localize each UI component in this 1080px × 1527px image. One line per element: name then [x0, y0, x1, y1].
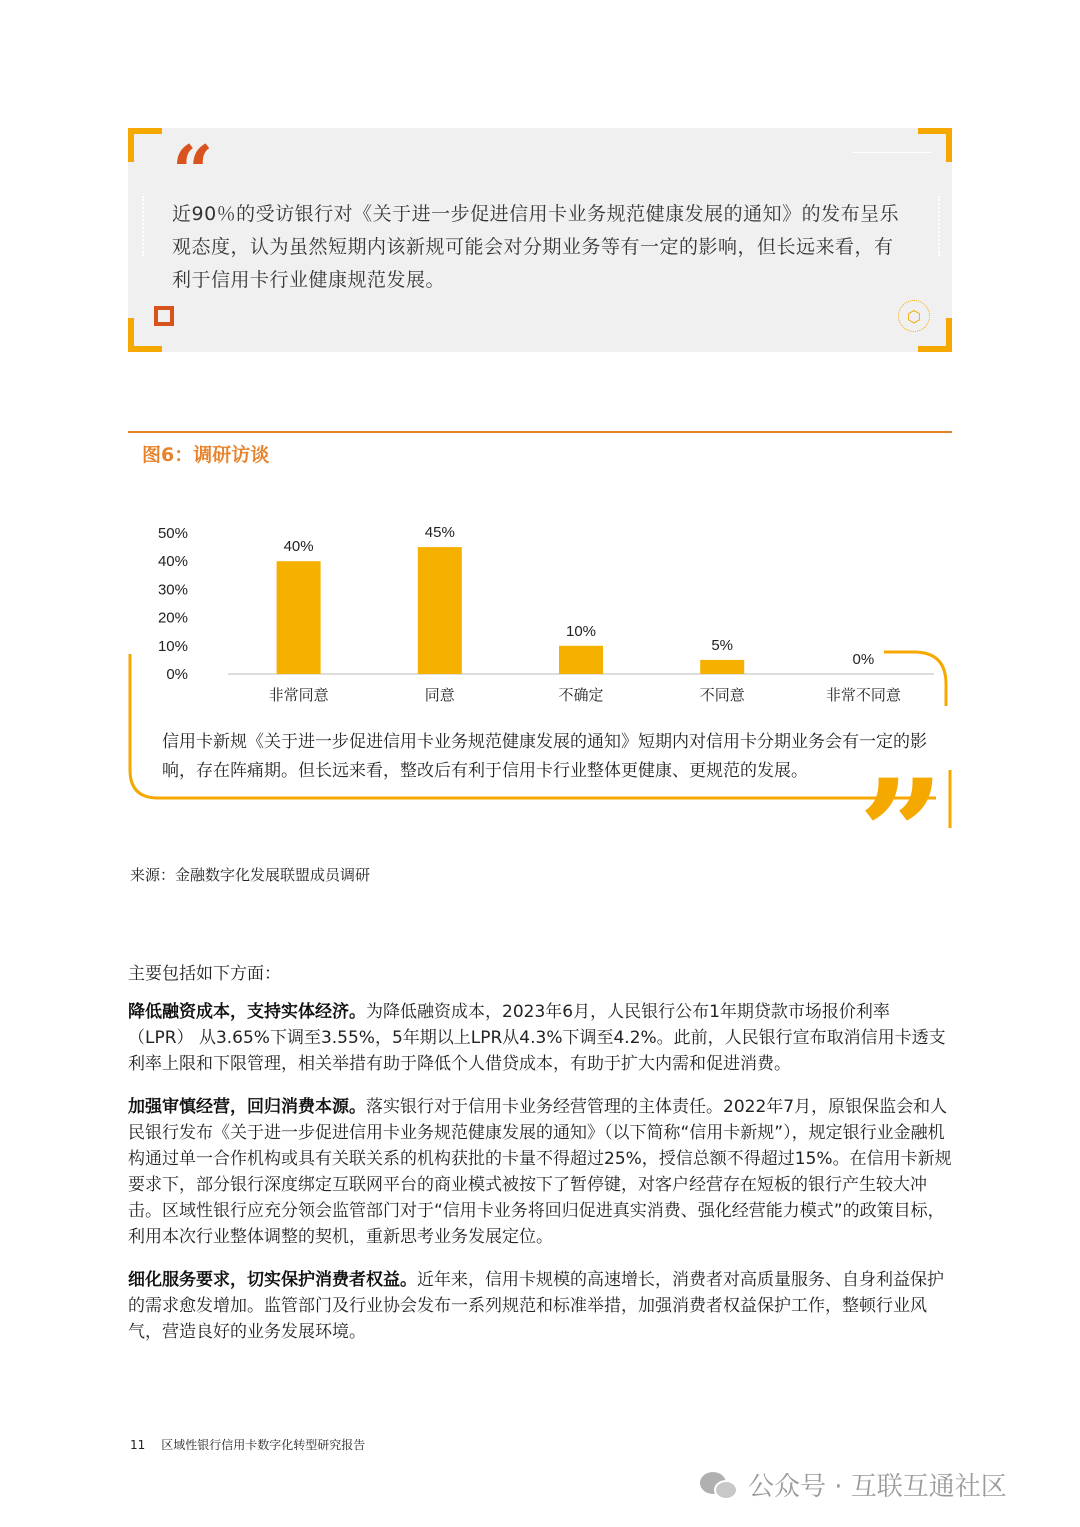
report-title: 区域性银行信用卡数字化转型研究报告	[161, 1438, 366, 1452]
y-tick-label: 10%	[157, 637, 188, 655]
paragraph-text: 近年来，信用卡规模的高速增长，消费者对高质量服务、自身利益保护的需求愈发增加。监管部门及行业协会发布一系列规范和标准举措，加强消费者权益保护工作，整顿行业风气，营造良好的业务发展环境。	[128, 1270, 944, 1342]
y-tick-label: 30%	[157, 581, 188, 599]
close-quote-icon: ”	[858, 747, 945, 923]
figure-title: 图6：调研访谈	[142, 444, 270, 466]
wechat-icon	[700, 1470, 740, 1500]
decorative-dots	[938, 196, 940, 256]
x-tick-label: 非常同意	[268, 686, 329, 704]
data-label: 5%	[711, 636, 734, 654]
y-tick-label: 40%	[157, 553, 188, 571]
x-tick-label: 非常不同意	[825, 686, 901, 704]
y-tick-label: 0%	[166, 666, 188, 683]
open-quote-icon: “	[172, 129, 214, 214]
data-label: 40%	[283, 538, 314, 556]
figure-divider	[128, 431, 952, 433]
paragraph-lead: 降低融资成本，支持实体经济。	[128, 1002, 366, 1022]
x-tick-label: 不同意	[699, 686, 745, 704]
y-tick-label: 50%	[157, 525, 188, 542]
paragraph-text: 为降低融资成本，2023年6月，人民银行公布1年期贷款市场报价利率（LPR） 从3.65%下调至3.55%，5年期以上LPR从4.3%下调至4.2%。此前，人民银行宣布取消信用卡透支利率上限和下限管理，相关举措有助于降低个人借贷成本，有助于扩大内需和促进消费。	[128, 1002, 946, 1074]
quote-text: 近90％的受访银行对《关于进一步促进信用卡业务规范健康发展的通知》的发布呈乐观态度，认为虽然短期内该新规可能会对分期业务等有一定的影响，但长远来看，有利于信用卡行业健康规范发展。	[172, 203, 900, 291]
x-tick-label: 同意	[424, 686, 455, 704]
paragraph	[128, 999, 954, 1077]
section-intro: 主要包括如下方面：	[128, 964, 281, 984]
paragraph-lead: 加强审慎经营，回归消费本源。	[128, 1097, 366, 1117]
y-tick-label: 20%	[157, 609, 188, 627]
corner-decoration	[128, 128, 162, 162]
corner-decoration	[918, 128, 952, 162]
decorative-line	[852, 152, 932, 153]
paragraph-text: 落实银行对于信用卡业务经营管理的主体责任。2022年7月，原银保监会和人民银行发布《关于进一步促进信用卡业务规范健康发展的通知》（以下简称“信用卡新规”），规定银行业金融机构通过单一合作机构或具有关联关系的机构获批的卡量不得超过25%，授信总额不得超过15%。在信用卡新规要求下，部分银行深度绑定互联网平台的商业模式被按下了暂停键，对客户经营存在短板的银行产生较大冲击。区域性银行应充分领会监管部门对于“信用卡业务将回归促进真实消费、强化经营能力模式”的政策目标，利用本次行业整体调整的契机，重新思考业务发展定位。	[128, 1097, 952, 1247]
page-number: 11	[130, 1438, 146, 1452]
data-label: 10%	[565, 622, 597, 640]
decorative-dots	[142, 196, 144, 256]
quote-box	[128, 128, 952, 352]
data-label: 45%	[424, 524, 455, 542]
square-icon	[154, 306, 174, 326]
data-label: 0%	[852, 651, 875, 668]
watermark	[700, 1466, 1007, 1503]
page-footer	[130, 1436, 365, 1453]
x-tick-label: 不确定	[558, 686, 604, 704]
figure-source: 来源：金融数字化发展联盟成员调研	[130, 866, 371, 884]
paragraph	[128, 1094, 954, 1250]
paragraph-lead: 细化服务要求，切实保护消费者权益。	[128, 1270, 417, 1290]
paragraph	[128, 1267, 954, 1345]
watermark-text: 公众号 · 互联互通社区	[748, 1472, 1007, 1502]
figure-note: 信用卡新规《关于进一步促进信用卡业务规范健康发展的通知》短期内对信用卡分期业务会有一定的影响，存在阵痛期。但长远来看，整改后有利于信用卡行业整体更健康、更规范的发展。	[162, 732, 927, 781]
hexagon-icon: ⬡	[898, 300, 930, 332]
